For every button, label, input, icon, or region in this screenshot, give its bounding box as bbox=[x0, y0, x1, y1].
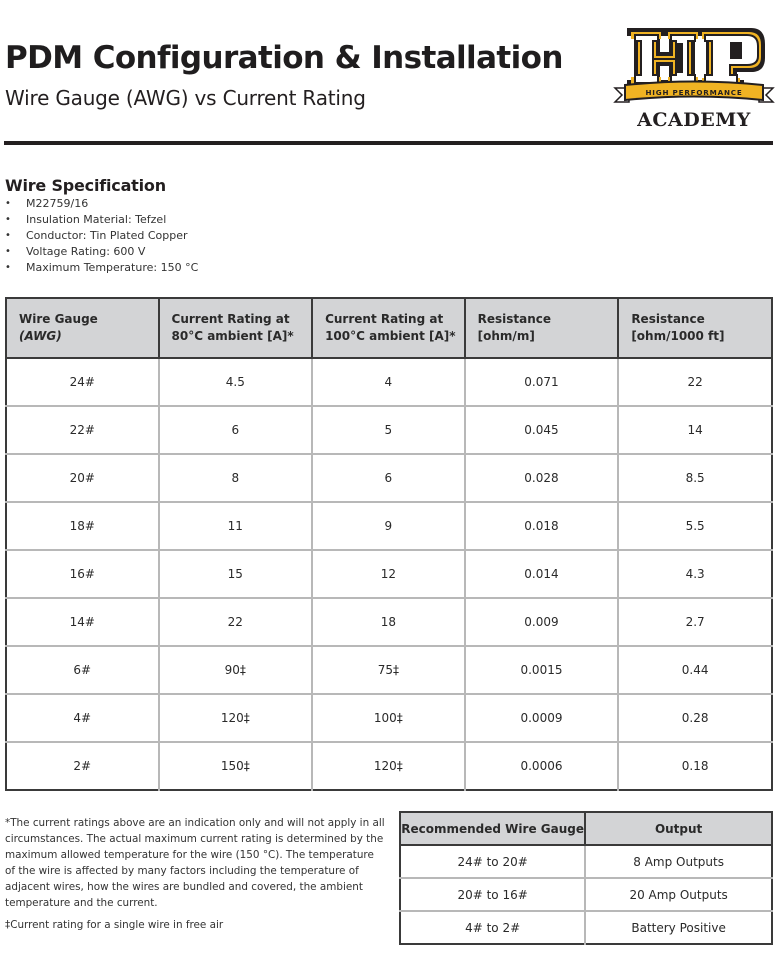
table-row bbox=[6, 742, 772, 790]
table-header-row bbox=[6, 298, 772, 358]
resistance-ohm-1000ft-cell: 22 bbox=[618, 358, 772, 406]
header-current-100c: Current Rating at 100°C ambient [A]* bbox=[312, 298, 465, 358]
header-current-80c: Current Rating at 80°C ambient [A]* bbox=[159, 298, 313, 358]
recommended-gauge-cell: 24# to 20# bbox=[400, 845, 585, 878]
table-row bbox=[6, 694, 772, 742]
recommended-gauge-cell: 20# to 16# bbox=[400, 878, 585, 911]
current-80c-cell: 6 bbox=[159, 406, 313, 454]
free-air-footnote: ‡Current rating for a single wire in free air bbox=[5, 919, 224, 931]
resistance-ohm-1000ft-cell: 0.28 bbox=[618, 694, 772, 742]
list-item: • M22759/16 bbox=[5, 197, 89, 210]
output-cell: 20 Amp Outputs bbox=[585, 878, 772, 911]
header-wire-gauge: Wire Gauge (AWG) bbox=[6, 298, 159, 358]
resistance-ohm-1000ft-cell: 8.5 bbox=[618, 454, 772, 502]
current-100c-cell: 6 bbox=[312, 454, 465, 502]
current-100c-cell: 75‡ bbox=[312, 646, 465, 694]
bullet-icon: • bbox=[5, 246, 11, 257]
header-divider bbox=[4, 141, 773, 145]
bullet-icon: • bbox=[5, 262, 11, 273]
logo-banner bbox=[615, 82, 773, 103]
resistance-ohm-1000ft-cell: 0.44 bbox=[618, 646, 772, 694]
current-80c-cell: 11 bbox=[159, 502, 313, 550]
current-80c-cell: 150‡ bbox=[159, 742, 313, 790]
current-100c-cell: 5 bbox=[312, 406, 465, 454]
recommended-gauge-cell: 4# to 2# bbox=[400, 911, 585, 944]
wire-gauge-cell: 22# bbox=[6, 406, 159, 454]
wire-gauge-table bbox=[5, 297, 773, 791]
bullet-icon: • bbox=[5, 198, 11, 209]
table-row bbox=[6, 646, 772, 694]
current-80c-cell: 90‡ bbox=[159, 646, 313, 694]
wire-gauge-cell: 16# bbox=[6, 550, 159, 598]
current-100c-cell: 12 bbox=[312, 550, 465, 598]
current-100c-cell: 9 bbox=[312, 502, 465, 550]
resistance-ohm-m-cell: 0.014 bbox=[465, 550, 619, 598]
header-output: Output bbox=[585, 812, 772, 845]
current-80c-cell: 120‡ bbox=[159, 694, 313, 742]
table-row bbox=[6, 454, 772, 502]
page-title: PDM Configuration & Installation bbox=[5, 40, 563, 76]
list-item: • Insulation Material: Tefzel bbox=[5, 213, 167, 226]
current-80c-cell: 8 bbox=[159, 454, 313, 502]
table-header-row bbox=[400, 812, 772, 845]
current-80c-cell: 4.5 bbox=[159, 358, 313, 406]
hp-academy-logo-icon bbox=[613, 22, 775, 132]
logo-banner-text: HIGH PERFORMANCE bbox=[645, 88, 743, 97]
logo-academy-text: ACADEMY bbox=[637, 109, 751, 131]
resistance-ohm-1000ft-cell: 2.7 bbox=[618, 598, 772, 646]
current-100c-cell: 120‡ bbox=[312, 742, 465, 790]
list-item: • Maximum Temperature: 150 °C bbox=[5, 261, 199, 274]
table-row bbox=[6, 406, 772, 454]
wire-spec-heading: Wire Specification bbox=[5, 176, 166, 195]
resistance-ohm-1000ft-cell: 14 bbox=[618, 406, 772, 454]
current-100c-cell: 4 bbox=[312, 358, 465, 406]
output-cell: Battery Positive bbox=[585, 911, 772, 944]
list-item: • Voltage Rating: 600 V bbox=[5, 245, 146, 258]
wire-gauge-cell: 24# bbox=[6, 358, 159, 406]
page-subtitle: Wire Gauge (AWG) vs Current Rating bbox=[5, 86, 366, 110]
resistance-ohm-m-cell: 0.0009 bbox=[465, 694, 619, 742]
wire-gauge-cell: 2# bbox=[6, 742, 159, 790]
table-row bbox=[6, 550, 772, 598]
header-recommended-gauge: Recommended Wire Gauge bbox=[400, 812, 585, 845]
table-row bbox=[400, 845, 772, 878]
table-row bbox=[6, 598, 772, 646]
output-cell: 8 Amp Outputs bbox=[585, 845, 772, 878]
current-100c-cell: 18 bbox=[312, 598, 465, 646]
recommended-gauge-table bbox=[399, 811, 773, 945]
resistance-ohm-m-cell: 0.0015 bbox=[465, 646, 619, 694]
resistance-ohm-1000ft-cell: 4.3 bbox=[618, 550, 772, 598]
current-100c-cell: 100‡ bbox=[312, 694, 465, 742]
current-80c-cell: 15 bbox=[159, 550, 313, 598]
wire-gauge-cell: 6# bbox=[6, 646, 159, 694]
resistance-ohm-1000ft-cell: 0.18 bbox=[618, 742, 772, 790]
resistance-ohm-1000ft-cell: 5.5 bbox=[618, 502, 772, 550]
wire-gauge-cell: 4# bbox=[6, 694, 159, 742]
current-80c-cell: 22 bbox=[159, 598, 313, 646]
resistance-ohm-m-cell: 0.009 bbox=[465, 598, 619, 646]
resistance-ohm-m-cell: 0.071 bbox=[465, 358, 619, 406]
bullet-icon: • bbox=[5, 214, 11, 225]
table-row bbox=[6, 358, 772, 406]
wire-gauge-cell: 20# bbox=[6, 454, 159, 502]
header-resistance-ohm-1000ft: Resistance [ohm/1000 ft] bbox=[618, 298, 772, 358]
wire-gauge-cell: 14# bbox=[6, 598, 159, 646]
header-resistance-ohm-m: Resistance [ohm/m] bbox=[465, 298, 619, 358]
list-item: • Conductor: Tin Plated Copper bbox=[5, 229, 188, 242]
table-row bbox=[400, 911, 772, 944]
table-row bbox=[400, 878, 772, 911]
resistance-ohm-m-cell: 0.045 bbox=[465, 406, 619, 454]
resistance-ohm-m-cell: 0.0006 bbox=[465, 742, 619, 790]
bullet-icon: • bbox=[5, 230, 11, 241]
resistance-ohm-m-cell: 0.018 bbox=[465, 502, 619, 550]
wire-gauge-cell: 18# bbox=[6, 502, 159, 550]
current-rating-footnote: *The current ratings above are an indication only and will not apply in all circumstances. The actual maximum current rating is determined by the maximum allowed temperature for the wire (150 °C). The temperature of the wire is affected by many factors including the temperature of adjacent wires, how the wires are bundled and covered, the ambient temperature and the current. bbox=[5, 817, 385, 909]
table-row bbox=[6, 502, 772, 550]
wire-spec-list bbox=[5, 196, 198, 276]
hp-academy-logo bbox=[613, 22, 775, 132]
resistance-ohm-m-cell: 0.028 bbox=[465, 454, 619, 502]
